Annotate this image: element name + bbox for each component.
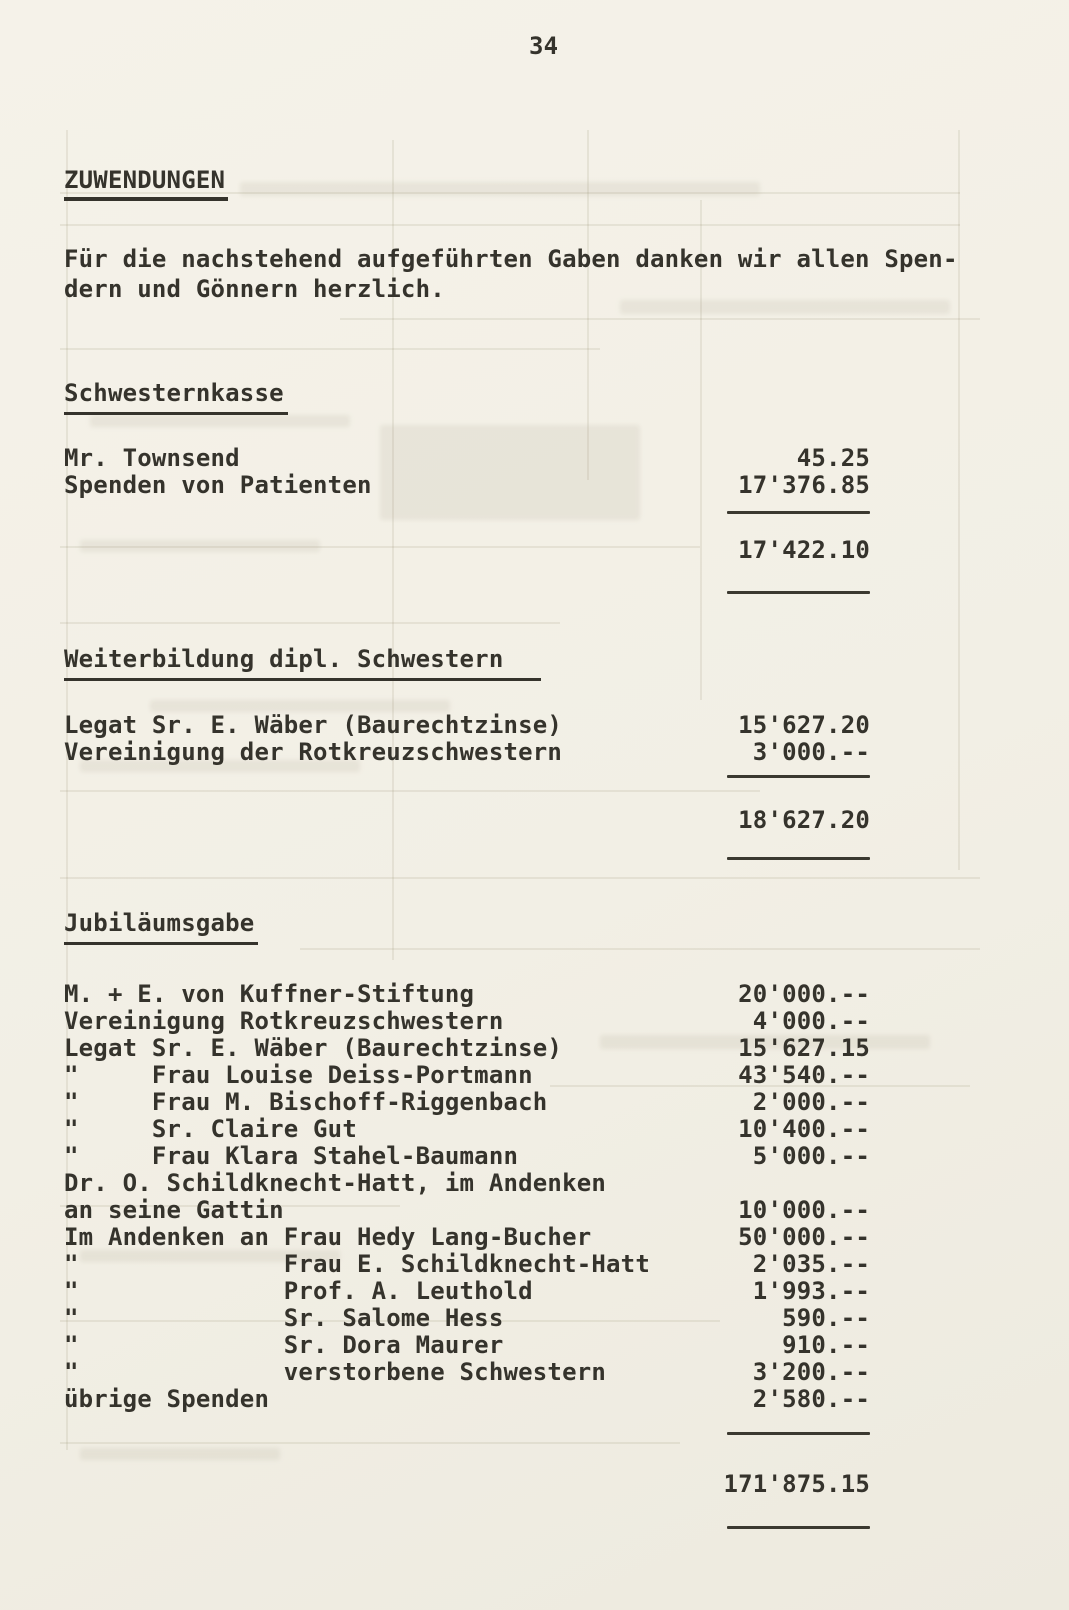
- sum-rule: [727, 1432, 870, 1435]
- amount-value: 10'000.--: [738, 1196, 870, 1224]
- section-heading-jubilaeumsgabe: Jubiläumsgabe: [64, 910, 258, 945]
- donation-row: [64, 739, 870, 766]
- amount-value: 590.--: [782, 1304, 870, 1332]
- donation-row: [64, 1359, 870, 1386]
- amount-value: 15'627.15: [738, 1034, 870, 1062]
- intro-paragraph: [64, 244, 958, 304]
- donor-label: Im Andenken an Frau Hedy Lang-Bucher: [64, 1223, 592, 1251]
- section-total: 171'875.15: [723, 1470, 870, 1498]
- section-heading-weiterbildung: Weiterbildung dipl. Schwestern: [64, 646, 541, 681]
- donation-row: [64, 1143, 870, 1170]
- page-number: 34: [529, 32, 559, 60]
- bleed-through-line: [60, 224, 960, 226]
- donor-label: Spenden von Patienten: [64, 471, 372, 499]
- donation-row: [64, 1116, 870, 1143]
- donor-label: M. + E. von Kuffner-Stiftung: [64, 980, 475, 1008]
- bleed-through-line: [300, 948, 980, 950]
- amount-value: 43'540.--: [738, 1061, 870, 1089]
- donor-label: Dr. O. Schildknecht-Hatt, im Andenken: [64, 1169, 607, 1197]
- donor-label: " Frau Louise Deiss-Portmann: [64, 1061, 533, 1089]
- section-total: 18'627.20: [738, 806, 870, 834]
- donor-label: " Sr. Dora Maurer: [64, 1331, 504, 1359]
- amount-value: 5'000.--: [752, 1142, 870, 1170]
- donor-label: " Frau Klara Stahel-Baumann: [64, 1142, 519, 1170]
- amount-value: 2'000.--: [752, 1088, 870, 1116]
- bleed-through-line: [60, 877, 980, 879]
- donation-row: [64, 445, 870, 472]
- donor-label: Legat Sr. E. Wäber (Baurechtzinse): [64, 1034, 563, 1062]
- donor-label: " Sr. Salome Hess: [64, 1304, 504, 1332]
- amount-value: 4'000.--: [752, 1007, 870, 1035]
- amount-value: 10'400.--: [738, 1115, 870, 1143]
- bleed-through-line: [587, 130, 589, 480]
- donation-row: [64, 712, 870, 739]
- donation-row: [64, 472, 870, 499]
- bleed-through-line: [60, 790, 760, 792]
- donation-row: [64, 1035, 870, 1062]
- donor-label: " Prof. A. Leuthold: [64, 1277, 533, 1305]
- intro-line-1: Für die nachstehend aufgeführten Gaben danken wir allen Spen-: [64, 245, 958, 273]
- donor-label: " Sr. Claire Gut: [64, 1115, 357, 1143]
- section-heading-schwesternkasse: Schwesternkasse: [64, 380, 288, 415]
- donation-row: [64, 1170, 870, 1197]
- amount-value: 50'000.--: [738, 1223, 870, 1251]
- amount-value: 1'993.--: [752, 1277, 870, 1305]
- donation-row: [64, 1197, 870, 1224]
- donation-list-weiterbildung: [64, 712, 870, 766]
- bleed-through-smudge: [80, 1448, 280, 1460]
- section-total: 17'422.10: [738, 536, 870, 564]
- donation-list-jubilaeumsgabe: [64, 981, 870, 1413]
- amount-value: 17'376.85: [738, 471, 870, 499]
- bleed-through-smudge: [240, 182, 760, 196]
- donation-row: [64, 981, 870, 1008]
- donor-label: Vereinigung der Rotkreuzschwestern: [64, 738, 563, 766]
- bleed-through-line: [60, 1442, 680, 1444]
- amount-value: 15'627.20: [738, 711, 870, 739]
- donation-row: [64, 1278, 870, 1305]
- donation-row: [64, 1008, 870, 1035]
- donor-label: Vereinigung Rotkreuzschwestern: [64, 1007, 504, 1035]
- amount-value: 2'035.--: [752, 1250, 870, 1278]
- bleed-through-line: [958, 130, 960, 870]
- donor-label: Mr. Townsend: [64, 444, 240, 472]
- amount-value: 2'580.--: [752, 1385, 870, 1413]
- sum-rule: [727, 511, 870, 514]
- amount-value: 910.--: [782, 1331, 870, 1359]
- bleed-through-smudge: [90, 415, 350, 427]
- donor-label: " Frau M. Bischoff-Riggenbach: [64, 1088, 548, 1116]
- sum-rule: [727, 591, 870, 594]
- sum-rule: [727, 857, 870, 860]
- bleed-through-line: [60, 348, 600, 350]
- amount-value: 20'000.--: [738, 980, 870, 1008]
- donor-label: übrige Spenden: [64, 1385, 270, 1413]
- donation-row: [64, 1251, 870, 1278]
- donation-row: [64, 1089, 870, 1116]
- donation-row: [64, 1224, 870, 1251]
- bleed-through-line: [60, 622, 560, 624]
- page-title: ZUWENDUNGEN: [64, 167, 228, 201]
- sum-rule: [727, 1526, 870, 1529]
- amount-value: 45.25: [796, 444, 870, 472]
- donation-row: [64, 1062, 870, 1089]
- amount-value: 3'000.--: [752, 738, 870, 766]
- donor-label: Legat Sr. E. Wäber (Baurechtzinse): [64, 711, 563, 739]
- donor-label: " Frau E. Schildknecht-Hatt: [64, 1250, 650, 1278]
- bleed-through-line: [340, 318, 980, 320]
- donor-label: " verstorbene Schwestern: [64, 1358, 607, 1386]
- sum-rule: [727, 775, 870, 778]
- donation-row: [64, 1386, 870, 1413]
- donation-row: [64, 1305, 870, 1332]
- intro-line-2: dern und Gönnern herzlich.: [64, 275, 445, 303]
- amount-value: 3'200.--: [752, 1358, 870, 1386]
- donation-row: [64, 1332, 870, 1359]
- donor-label: an seine Gattin: [64, 1196, 284, 1224]
- donation-list-schwesternkasse: [64, 445, 870, 499]
